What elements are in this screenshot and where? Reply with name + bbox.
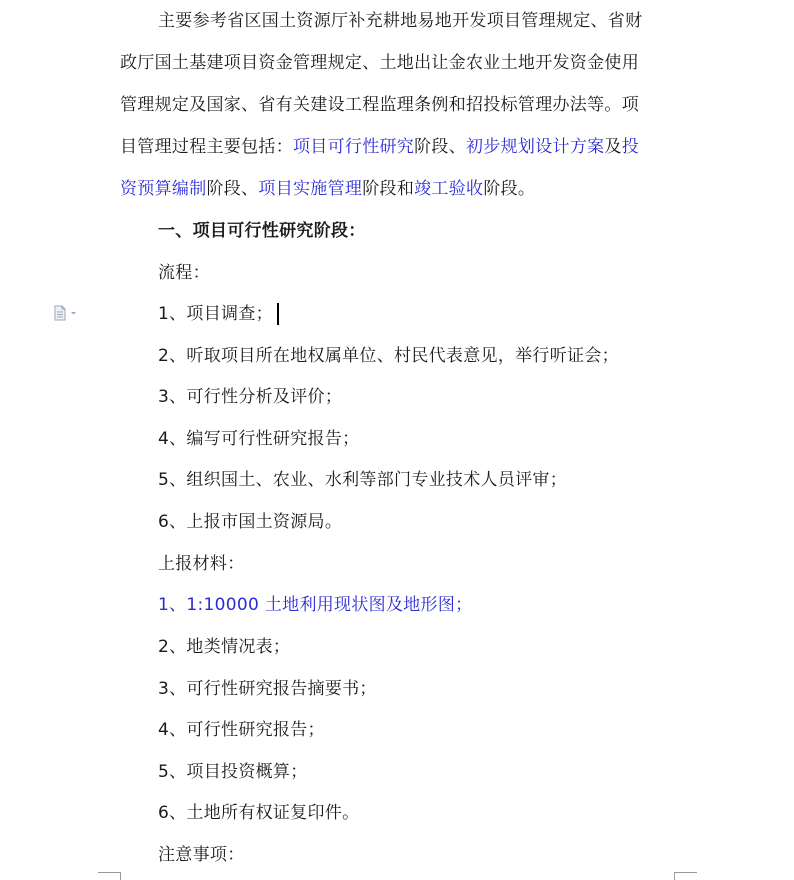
intro-line-3 [120,90,639,120]
process-step-text: 1、项目调查； [158,304,273,324]
intro-text-segment: 阶段、 [206,179,259,199]
intro-text-segment: 阶段、 [414,137,467,157]
list-item [158,757,308,787]
process-step-text: 6、上报市国土资源局。 [158,512,343,532]
list-item [158,424,359,454]
page-corner-mark-left [98,872,121,880]
page-corner-mark-right [674,872,697,880]
process-step-text: 4、编写可行性研究报告； [158,429,360,449]
material-text: 6、土地所有权证复印件。 [158,803,360,823]
list-item [158,632,290,662]
materials-label [158,549,245,579]
text-cursor [277,303,279,325]
intro-text-segment: 及 [604,137,622,157]
notes-label-text: 注意事项： [158,845,245,865]
materials-label-text: 上报材料： [158,554,245,574]
process-step-text: 5、组织国土、农业、水利等部门专业技术人员评审； [158,470,568,490]
list-item[interactable] [158,299,279,329]
process-step-text: 2、听取项目所在地权属单位、村民代表意见，举行听证会； [158,346,619,366]
list-item [158,674,377,704]
intro-text-segment: 阶段。 [483,179,536,199]
notes-label [158,840,245,870]
intro-line-4 [120,132,639,162]
section-heading-text: 一、项目可行性研究阶段： [158,221,366,241]
link-budget-part2[interactable]: 资预算编制 [120,179,207,199]
intro-line-5 [120,174,535,204]
link-feasibility-study[interactable]: 项目可行性研究 [293,137,415,157]
material-text: 3、可行性研究报告摘要书； [158,679,377,699]
intro-line-2 [120,48,639,78]
intro-line-3-text: 管理规定及国家、省有关建设工程监理条例和招投标管理办法等。项 [120,95,639,115]
material-text: 4、可行性研究报告； [158,720,325,740]
list-item [158,507,342,537]
intro-text-segment: 目管理过程主要包括： [120,137,293,157]
material-text: 5、项目投资概算； [158,762,308,782]
process-label-text: 流程： [158,263,210,283]
list-item[interactable] [158,590,472,620]
material-link-map[interactable]: 1、1:10000 土地利用现状图及地形图； [158,595,473,615]
link-preliminary-plan[interactable]: 初步规划设计方案 [466,137,605,157]
intro-text-segment: 阶段和 [362,179,415,199]
process-label [158,258,210,288]
intro-line-1 [158,6,642,36]
material-text: 2、地类情况表； [158,637,291,657]
paragraph-options-icon[interactable] [52,304,78,322]
intro-line-1-text: 主要参考省区国土资源厅补充耕地易地开发项目管理规定、省财 [158,11,643,31]
list-item [158,798,359,828]
link-acceptance[interactable]: 竣工验收 [414,179,484,199]
intro-line-2-text: 政厅国土基建项目资金管理规定、土地出让金农业土地开发资金使用 [120,53,639,73]
list-item [158,465,567,495]
list-item [158,715,325,745]
link-implementation[interactable]: 项目实施管理 [258,179,363,199]
section-heading [158,216,366,246]
link-budget-part1[interactable]: 投 [621,137,640,157]
list-item [158,341,619,371]
process-step-text: 3、可行性分析及评价； [158,387,343,407]
list-item [158,382,342,412]
